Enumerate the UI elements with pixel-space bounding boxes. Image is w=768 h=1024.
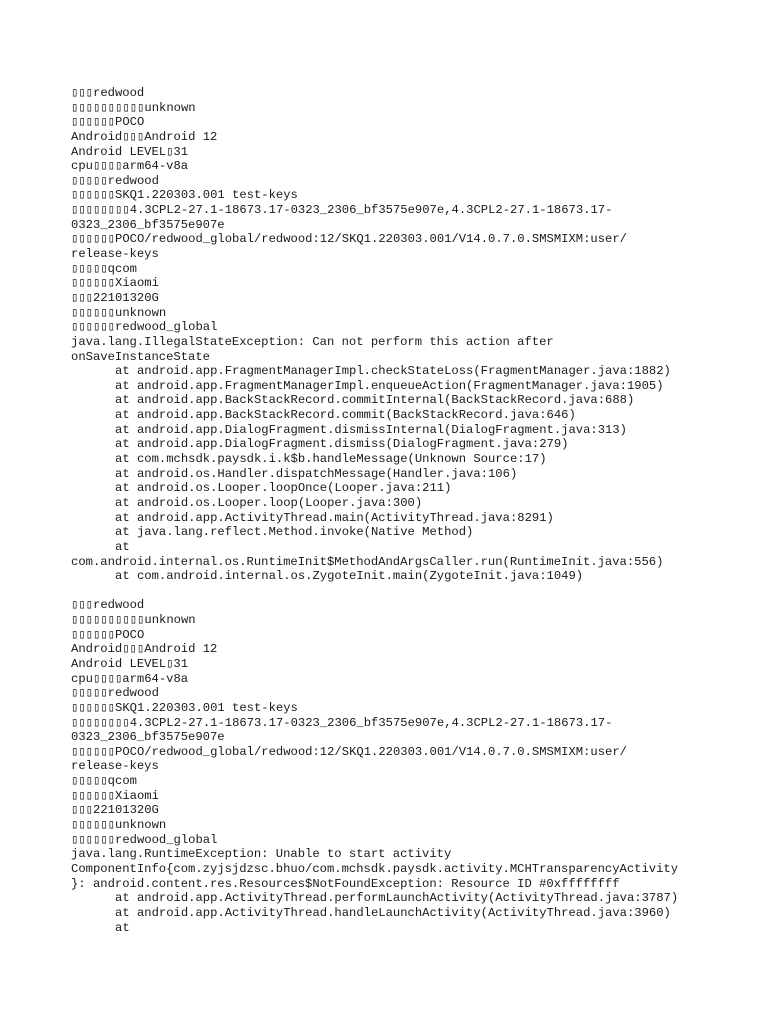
stack-trace-line: at java.lang.reflect.Method.invoke(Native Method) <box>115 525 474 540</box>
block-separator <box>71 584 761 599</box>
log-line: Android▯▯▯Android 12 <box>71 642 218 657</box>
stack-trace-line: at android.app.ActivityThread.performLaunchActivity(ActivityThread.java:3787) <box>115 891 679 906</box>
stack-trace-line: at android.os.Looper.loopOnce(Looper.java:211) <box>115 481 452 496</box>
log-line: }: android.content.res.Resources$NotFoundException: Resource ID #0xffffffff <box>71 876 620 891</box>
log-line: ▯▯▯▯▯▯SKQ1.220303.001 test-keys <box>71 700 298 715</box>
log-line: ▯▯▯▯▯▯▯▯4.3CPL2-27.1-18673.17-0323_2306_bf3575e907e,4.3CPL2-27.1-18673.17- <box>71 715 613 730</box>
log-line: ▯▯▯▯▯▯Xiaomi <box>71 276 159 291</box>
stack-trace-line: at android.app.FragmentManagerImpl.enqueueAction(FragmentManager.java:1905) <box>115 378 664 393</box>
stack-trace-line: at android.app.DialogFragment.dismiss(DialogFragment.java:279) <box>115 437 569 452</box>
stack-trace-line: at <box>115 539 130 554</box>
log-line: ▯▯▯▯▯▯redwood_global <box>71 832 218 847</box>
stack-trace-line: at android.app.ActivityThread.handleLaunchActivity(ActivityThread.java:3960) <box>115 905 671 920</box>
log-line: ▯▯▯▯▯qcom <box>71 774 137 789</box>
log-line: ▯▯▯▯▯▯SKQ1.220303.001 test-keys <box>71 188 298 203</box>
stack-trace-line: at android.os.Handler.dispatchMessage(Handler.java:106) <box>115 466 518 481</box>
log-line: ▯▯▯▯▯▯Xiaomi <box>71 788 159 803</box>
stack-trace-line: at com.android.internal.os.ZygoteInit.main(ZygoteInit.java:1049) <box>115 569 584 584</box>
stack-trace-line: at com.mchsdk.paysdk.i.k$b.handleMessage(Unknown Source:17) <box>115 452 547 467</box>
log-line: ▯▯▯▯▯▯▯▯▯▯unknown <box>71 613 196 628</box>
log-line: ▯▯▯▯▯▯POCO/redwood_global/redwood:12/SKQ1.220303.001/V14.0.7.0.SMSMIXM:user/ <box>71 232 627 247</box>
log-line: cpu▯▯▯▯arm64-v8a <box>71 159 189 174</box>
log-line: 0323_2306_bf3575e907e <box>71 217 225 232</box>
log-line: ComponentInfo{com.zyjsjdzsc.bhuo/com.mchsdk.paysdk.activity.MCHTransparencyActivity <box>71 861 679 876</box>
log-line: ▯▯▯22101320G <box>71 290 159 305</box>
log-line: ▯▯▯▯▯▯redwood_global <box>71 320 218 335</box>
log-line: release-keys <box>71 247 159 262</box>
log-line: ▯▯▯▯▯▯POCO <box>71 627 145 642</box>
log-line: 0323_2306_bf3575e907e <box>71 730 225 745</box>
log-line: cpu▯▯▯▯arm64-v8a <box>71 671 189 686</box>
stack-trace-line: at android.app.BackStackRecord.commitInternal(BackStackRecord.java:688) <box>115 393 635 408</box>
log-line: ▯▯▯▯▯redwood <box>71 173 159 188</box>
stack-trace-line: at android.os.Looper.loop(Looper.java:300) <box>115 495 423 510</box>
crash-log-text <box>71 86 761 935</box>
crash-report-block <box>71 598 761 935</box>
log-line: ▯▯▯22101320G <box>71 803 159 818</box>
log-line: ▯▯▯▯▯▯POCO <box>71 115 145 130</box>
log-line: java.lang.RuntimeException: Unable to start activity <box>71 847 452 862</box>
stack-trace-line: at <box>115 920 130 935</box>
log-line: Android▯▯▯Android 12 <box>71 129 218 144</box>
log-line: ▯▯▯▯▯▯▯▯▯▯unknown <box>71 100 196 115</box>
stack-trace-line: at android.app.BackStackRecord.commit(BackStackRecord.java:646) <box>115 408 576 423</box>
log-line: Android LEVEL▯31 <box>71 656 189 671</box>
crash-report-block <box>71 86 761 584</box>
log-line: ▯▯▯▯▯▯unknown <box>71 818 167 833</box>
log-line: release-keys <box>71 759 159 774</box>
log-line: com.android.internal.os.RuntimeInit$MethodAndArgsCaller.run(RuntimeInit.java:556) <box>71 554 664 569</box>
log-line: ▯▯▯▯▯▯POCO/redwood_global/redwood:12/SKQ1.220303.001/V14.0.7.0.SMSMIXM:user/ <box>71 744 627 759</box>
stack-trace-line: at android.app.DialogFragment.dismissInternal(DialogFragment.java:313) <box>115 422 627 437</box>
log-line: ▯▯▯▯▯qcom <box>71 261 137 276</box>
log-line: ▯▯▯▯▯▯▯▯4.3CPL2-27.1-18673.17-0323_2306_bf3575e907e,4.3CPL2-27.1-18673.17- <box>71 203 613 218</box>
stack-trace-line: at android.app.ActivityThread.main(ActivityThread.java:8291) <box>115 510 554 525</box>
log-line: ▯▯▯redwood <box>71 598 145 613</box>
log-line: ▯▯▯▯▯redwood <box>71 686 159 701</box>
log-line: java.lang.IllegalStateException: Can not perform this action after <box>71 334 554 349</box>
log-line: onSaveInstanceState <box>71 349 210 364</box>
log-line: ▯▯▯redwood <box>71 86 145 100</box>
log-line: ▯▯▯▯▯▯unknown <box>71 305 167 320</box>
stack-trace-line: at android.app.FragmentManagerImpl.checkStateLoss(FragmentManager.java:1882) <box>115 364 671 379</box>
log-line: Android LEVEL▯31 <box>71 144 189 159</box>
